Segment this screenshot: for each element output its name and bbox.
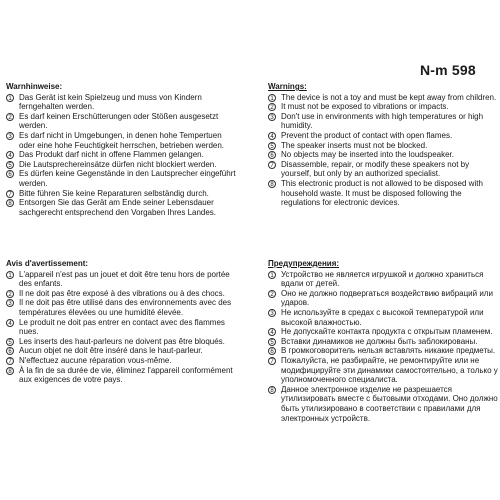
warning-text: À la fin de sa durée de vie, éliminez l'appareil conformément aux exigences de votre pays. — [19, 365, 233, 385]
warning-item — [6, 298, 238, 317]
circled-number-icon: 5 — [6, 338, 14, 346]
warning-item — [6, 366, 238, 385]
warning-item — [6, 112, 238, 131]
circled-number-icon: 7 — [6, 190, 14, 198]
warning-text: Die Lautsprechereinsätze dürfen nicht blockiert werden. — [19, 159, 217, 169]
circled-number-icon: 3 — [268, 309, 276, 317]
warnings-ru — [268, 259, 500, 423]
warning-text: В громкоговоритель нельзя вставлять никакие предметы. — [281, 346, 496, 356]
circled-number-icon: 6 — [268, 151, 276, 159]
warning-item — [268, 160, 500, 179]
warning-text: Les inserts des haut-parleurs ne doivent pas être bloqués. — [19, 336, 225, 346]
warning-item — [268, 93, 500, 103]
warning-text: Не используйте в средах с высокой температурой или высокой влажностью. — [281, 307, 484, 327]
warning-text: Пожалуйста, не разбирайте, не ремонтируйте или не модифицируйте эти динамики самостоятельно, а только у уполномоченного специалиста. — [281, 355, 498, 385]
warning-text: Bitte führen Sie keine Reparaturen selbständig durch. — [19, 188, 209, 198]
circled-number-icon: 1 — [268, 271, 276, 279]
warning-text: Don't use in environments with high temperatures or high humidity. — [281, 111, 484, 131]
warning-text: The speaker inserts must not be blocked. — [281, 140, 428, 150]
warning-text: Не допускайте контакта продукта с открытым пламенем. — [281, 327, 493, 337]
section-title: Avis d'avertissement: — [6, 259, 89, 268]
warning-item — [268, 131, 500, 141]
warning-item — [268, 356, 500, 385]
circled-number-icon: 5 — [6, 161, 14, 169]
warning-item — [268, 102, 500, 112]
circled-number-icon: 2 — [268, 290, 276, 298]
warning-item — [268, 385, 500, 423]
warning-item — [6, 150, 238, 160]
warning-text: Entsorgen Sie das Gerät am Ende seiner Lebensdauer sachgerecht entsprechend den Vorgaben Ihres Landes. — [19, 198, 217, 217]
circled-number-icon: 6 — [268, 347, 276, 355]
circled-number-icon: 5 — [268, 142, 276, 150]
warning-item — [268, 179, 500, 208]
warning-text: It must not be exposed to vibrations or impacts. — [281, 102, 449, 112]
warnings-de — [6, 82, 238, 217]
warning-item — [6, 346, 238, 356]
warning-item — [268, 337, 500, 347]
warning-item — [6, 270, 238, 289]
warning-item — [6, 318, 238, 337]
circled-number-icon: 4 — [6, 319, 14, 327]
circled-number-icon: 2 — [6, 290, 14, 298]
warning-text: Il ne doit pas être utilisé dans des environnements avec des températures élevées ou une humidité élevée. — [19, 298, 232, 317]
circled-number-icon: 6 — [6, 170, 14, 178]
circled-number-icon: 8 — [6, 199, 14, 207]
warning-item — [6, 356, 238, 366]
circled-number-icon: 1 — [6, 271, 14, 279]
warning-item — [6, 131, 238, 150]
warning-item — [6, 93, 238, 112]
warning-item — [268, 112, 500, 131]
circled-number-icon: 3 — [6, 299, 14, 307]
section-title: Warnings: — [268, 82, 307, 91]
circled-number-icon: 7 — [268, 161, 276, 169]
warning-text: N'effectuez aucune réparation vous-même. — [19, 355, 172, 365]
circled-number-icon: 4 — [268, 328, 276, 336]
section-title: Warnhinweise: — [6, 82, 63, 91]
circled-number-icon: 8 — [268, 386, 276, 394]
warning-text: The device is not a toy and must be kept away from children. — [281, 92, 497, 102]
warning-item — [268, 346, 500, 356]
warning-text: Aucun objet ne doit être inséré dans le haut-parleur. — [19, 346, 203, 356]
circled-number-icon: 7 — [6, 357, 14, 365]
warning-item — [268, 150, 500, 160]
circled-number-icon: 7 — [268, 357, 276, 365]
circled-number-icon: 2 — [6, 113, 14, 121]
warning-text: Prevent the product of contact with open flames. — [281, 130, 453, 140]
warning-text: Устройство не является игрушкой и должно храниться вдали от детей. — [281, 269, 484, 289]
warning-item — [6, 160, 238, 170]
circled-number-icon: 5 — [268, 338, 276, 346]
warning-text: Il ne doit pas être exposé à des vibrations ou à des chocs. — [19, 288, 225, 298]
warnings-fr — [6, 259, 238, 385]
circled-number-icon: 3 — [268, 113, 276, 121]
warning-item — [6, 189, 238, 199]
circled-number-icon: 2 — [268, 103, 276, 111]
circled-number-icon: 4 — [268, 132, 276, 140]
warning-list — [268, 270, 500, 424]
warning-text: Es darf nicht in Umgebungen, in denen hohe Tempertuen oder eine hohe Feuchtigkeit herrschen, betrieben werden. — [19, 130, 225, 150]
warning-item — [6, 289, 238, 299]
model-number: N-m 598 — [420, 62, 476, 78]
warning-text: This electronic product is not allowed to be disposed with household waste. It must be disposed following the regulations for electronic devices. — [281, 178, 483, 208]
circled-number-icon: 8 — [6, 367, 14, 375]
circled-number-icon: 6 — [6, 347, 14, 355]
warning-text: No objects may be inserted into the loudspeaker. — [281, 150, 454, 160]
section-title: Предупреждения: — [268, 259, 340, 268]
warning-text: Es darf keinen Erschütterungen oder Stößen ausgesetzt werden. — [19, 111, 219, 131]
warning-text: Вставки динамиков не должны быть заблокированы. — [281, 336, 478, 346]
warning-text: Данное электронное изделие не разрешается утилизировать вместе с бытовыми отходами. Оно должно быть утилизировано в соответствии с правилами для электронных устройств. — [281, 384, 498, 423]
warning-text: Das Produkt darf nicht in offene Flammen gelangen. — [19, 150, 204, 160]
warning-text: L'appareil n'est pas un jouet et doit être tenu hors de portée des enfants. — [19, 269, 230, 289]
warning-text: Es dürfen keine Gegenstände in den Lautsprecher eingeführt werden. — [19, 169, 236, 188]
warning-item — [268, 289, 500, 308]
warning-item — [6, 337, 238, 347]
circled-number-icon: 1 — [268, 94, 276, 102]
warning-text: Disassemble, repair, or modify these speakers not by yourself, but only by an authorized specialist. — [281, 159, 470, 179]
warnings-en — [268, 82, 500, 208]
warning-text: Le produit ne doit pas entrer en contact avec des flammes nues. — [19, 317, 225, 337]
warning-item — [6, 169, 238, 188]
warning-item — [268, 270, 500, 289]
warning-item — [268, 308, 500, 327]
warning-item — [268, 327, 500, 337]
circled-number-icon: 1 — [6, 94, 14, 102]
warning-text: Оно не должно подвергаться воздействию вибраций или ударов. — [281, 288, 493, 308]
warning-item — [268, 141, 500, 151]
warning-list — [6, 270, 238, 385]
warning-item — [6, 198, 238, 217]
warning-list — [6, 93, 238, 218]
warning-text: Das Gerät ist kein Spielzeug und muss von Kindern ferngehalten werden. — [19, 92, 202, 112]
circled-number-icon: 4 — [6, 151, 14, 159]
circled-number-icon: 3 — [6, 132, 14, 140]
circled-number-icon: 8 — [268, 180, 276, 188]
warning-list — [268, 93, 500, 208]
